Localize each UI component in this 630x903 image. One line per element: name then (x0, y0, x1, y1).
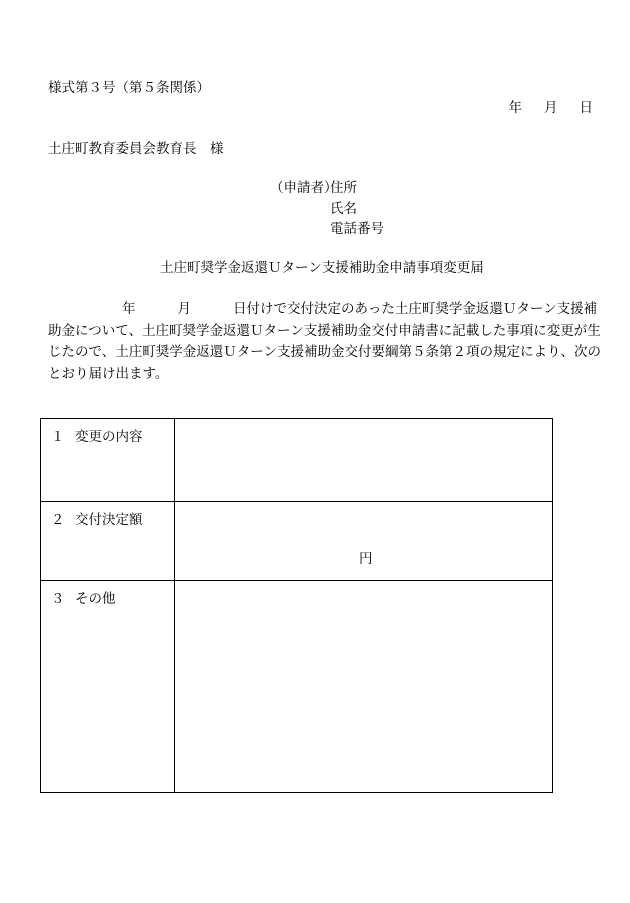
body-month-label: 月 (177, 301, 191, 317)
body-year-label: 年 (122, 301, 136, 317)
form-number: 様式第３号（第５条関係） (48, 80, 210, 96)
body-line-2: 助金について、土庄町奨学金返還Ｕターン支援補助金交付申請書に記載した事項に変更が生 (48, 322, 601, 339)
body-line-1 (48, 299, 598, 321)
date-line (509, 102, 594, 116)
other-field[interactable] (175, 581, 552, 792)
body-line-4: とおり届け出ます。 (48, 365, 169, 382)
body-paragraph (48, 299, 601, 385)
row-number: ２ (51, 512, 65, 528)
name-label: 氏名 (330, 201, 357, 217)
row-number: ３ (51, 591, 65, 607)
table-row-change-content (41, 419, 552, 501)
document-title: 土庄町奨学金返還Ｕターン支援補助金申請事項変更届 (160, 260, 484, 276)
row-label-change-content (51, 425, 143, 445)
address-label: 住所 (330, 180, 357, 196)
column-divider (174, 419, 175, 792)
date-day-label: 日 (579, 100, 593, 116)
date-month-label: 月 (544, 100, 558, 116)
table-row-grant-amount (41, 501, 552, 580)
grant-amount-field[interactable] (175, 502, 552, 580)
row-label-text: その他 (75, 591, 116, 607)
row-label-text: 交付決定額 (75, 512, 143, 528)
table-row-other (41, 580, 552, 792)
yen-unit-label: 円 (359, 551, 373, 567)
addressee: 土庄町教育委員会教育長 様 (48, 141, 224, 157)
row-label-other (51, 587, 116, 607)
date-year-label: 年 (508, 100, 522, 116)
form-table (40, 418, 553, 793)
change-content-field[interactable] (175, 419, 552, 501)
row-number: １ (51, 429, 65, 445)
row-label-grant-amount (51, 508, 143, 528)
applicant-label: （申請者） (270, 180, 338, 196)
body-line-3: じたので、土庄町奨学金返還Ｕターン支援補助金交付要綱第５条第２項の規定により、次の (48, 344, 601, 360)
phone-label: 電話番号 (330, 221, 384, 237)
row-label-text: 変更の内容 (75, 429, 143, 445)
body-line-1-text: 日付けで交付決定のあった土庄町奨学金返還Ｕターン支援補 (233, 301, 598, 317)
